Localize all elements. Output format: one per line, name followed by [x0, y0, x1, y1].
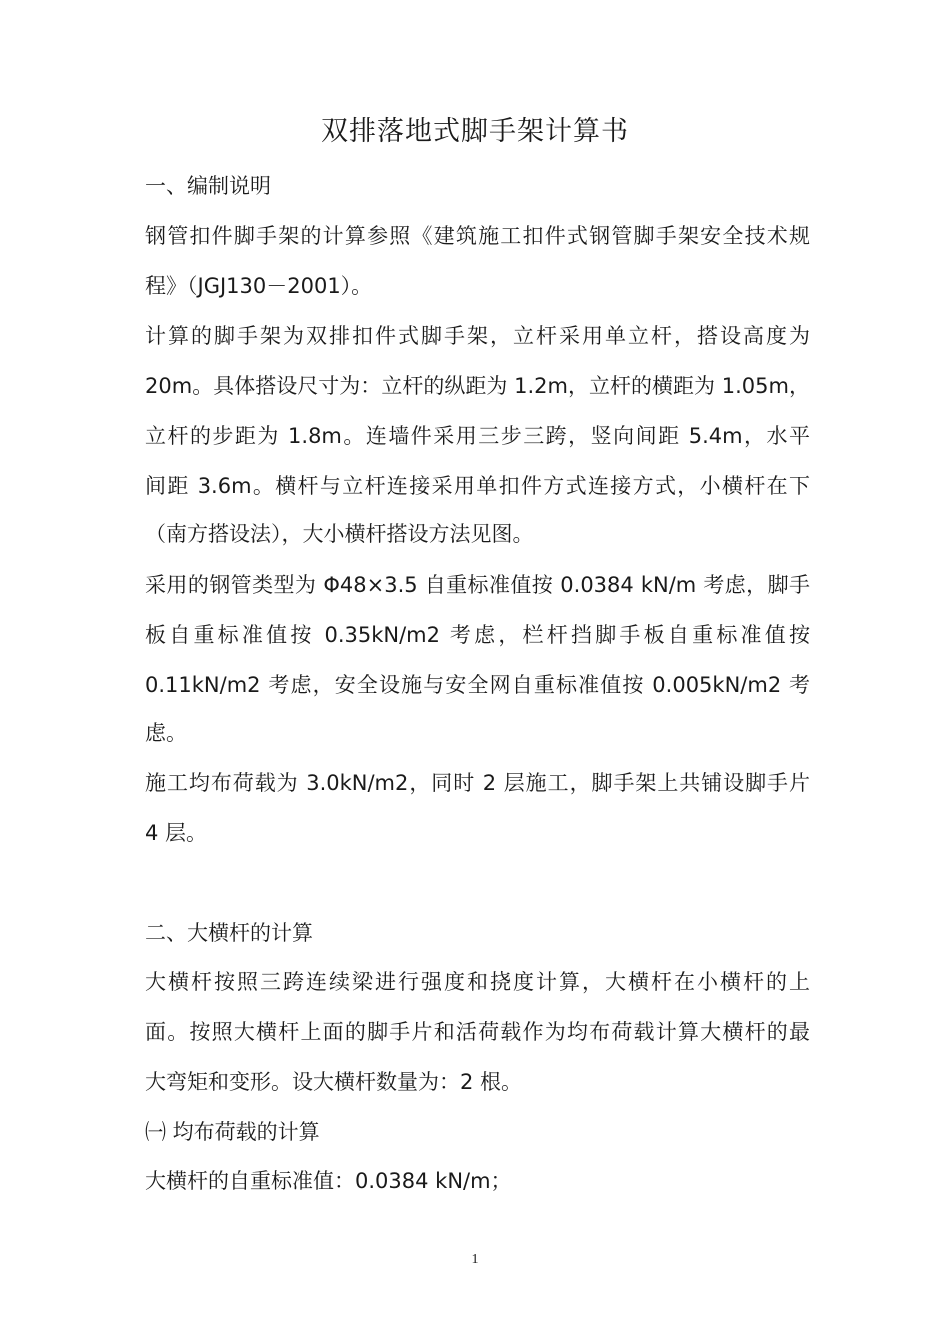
text-line: 施工均布荷载为 3.0kN/m2，同时 2 层施工，脚手架上共铺设脚手片	[145, 771, 810, 795]
text-line: 大弯矩和变形。设大横杆数量为：2 根。	[145, 1070, 523, 1094]
text-line: 4 层。	[145, 821, 208, 845]
text-line: 钢管扣件脚手架的计算参照《建筑施工扣件式钢管脚手架安全技术规	[145, 224, 810, 248]
text-line: 立杆的步距为 1.8m。连墙件采用三步三跨，竖向间距 5.4m，水平	[145, 424, 810, 448]
document-title: 双排落地式脚手架计算书	[321, 116, 629, 147]
text-line: 间距 3.6m。横杆与立杆连接采用单扣件方式连接方式，小横杆在下	[145, 474, 810, 498]
section-heading-2: 二、大横杆的计算	[145, 921, 313, 945]
text-line: 程》（JGJ130－2001）。	[145, 274, 373, 298]
text-line: （南方搭设法），大小横杆搭设方法见图。	[145, 522, 534, 546]
text-line: 面。按照大横杆上面的脚手片和活荷载作为均布荷载计算大横杆的最	[145, 1020, 810, 1044]
subsection-heading: ㈠ 均布荷载的计算	[145, 1120, 320, 1144]
text-line: 虑。	[145, 721, 187, 745]
text-line: 大横杆按照三跨连续梁进行强度和挠度计算，大横杆在小横杆的上	[145, 970, 810, 994]
text-line: 计算的脚手架为双排扣件式脚手架，立杆采用单立杆，搭设高度为	[145, 324, 810, 348]
text-line: 大横杆的自重标准值：0.0384 kN/m；	[145, 1169, 512, 1193]
text-line: 20m。具体搭设尺寸为：立杆的纵距为 1.2m，立杆的横距为 1.05m，	[145, 374, 810, 398]
text-line: 板自重标准值按 0.35kN/m2 考虑，栏杆挡脚手板自重标准值按	[145, 623, 810, 647]
text-line: 0.11kN/m2 考虑，安全设施与安全网自重标准值按 0.005kN/m2 考	[145, 673, 810, 697]
text-line: 采用的钢管类型为 Φ48×3.5 自重标准值按 0.0384 kN/m 考虑，脚手	[145, 573, 810, 597]
page-number: 1	[471, 1252, 479, 1267]
section-heading-1: 一、编制说明	[145, 174, 271, 198]
